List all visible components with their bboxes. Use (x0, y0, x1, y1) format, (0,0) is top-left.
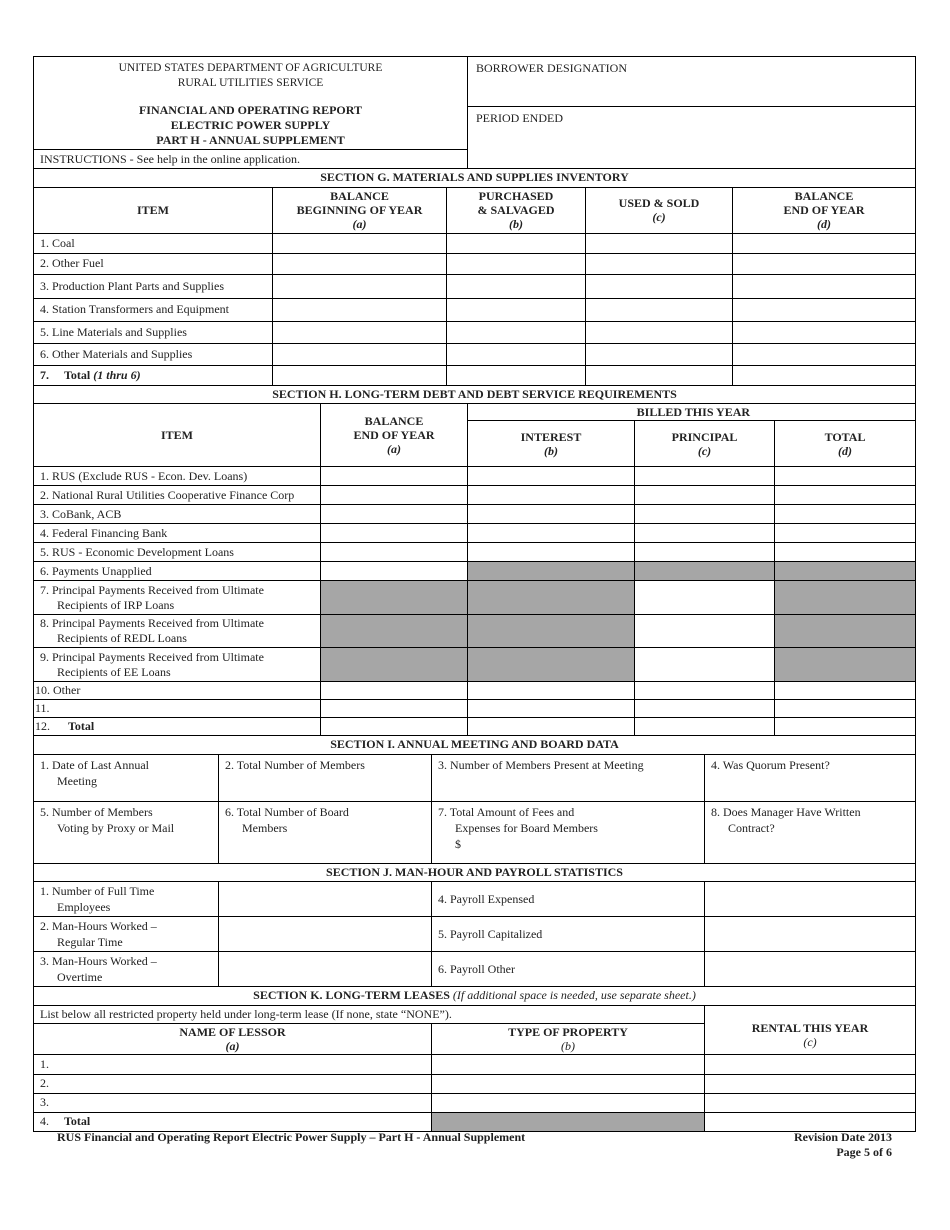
section-k-title-note: (If additional space is needed, use separate sheet.) (452, 988, 696, 1003)
row-label-line1: 2. Man-Hours Worked – (40, 919, 157, 933)
input-cell[interactable] (321, 700, 468, 718)
row-label[interactable]: 11. (34, 700, 321, 718)
col-c-line1: RENTAL THIS YEAR (751, 1020, 869, 1035)
board-members-field[interactable] (219, 801, 432, 863)
shaded-cell (775, 615, 916, 648)
col-b-letter: (b) (509, 217, 523, 231)
row-label-line2: Recipients of EE Loans (57, 664, 171, 679)
total-text: Total (64, 367, 91, 382)
lessor-input[interactable] (34, 1074, 432, 1093)
input-cell[interactable] (468, 700, 635, 718)
row-label: 2. Other Fuel (34, 253, 273, 274)
input-cell[interactable] (447, 274, 586, 298)
input-cell[interactable] (273, 321, 447, 343)
period-ended-label: PERIOD ENDED (476, 111, 563, 125)
total-text: Total (68, 719, 95, 733)
input-cell[interactable] (705, 1054, 916, 1074)
table-row (34, 505, 916, 524)
col-b-line2: & SALVAGED (477, 203, 555, 217)
col-c-letter: (c) (652, 210, 666, 224)
row-label: 1. Coal (34, 233, 273, 253)
manager-contract-field[interactable] (705, 801, 916, 863)
table-row (34, 543, 916, 562)
input-cell[interactable] (586, 365, 733, 385)
input-cell[interactable] (775, 543, 916, 562)
section-i-table (33, 736, 916, 864)
col-a-letter: (a) (225, 1038, 240, 1053)
input-cell[interactable] (586, 298, 733, 321)
shaded-cell (468, 615, 635, 648)
table-row (34, 562, 916, 581)
table-row (34, 298, 916, 321)
col-d-letter: (d) (817, 217, 832, 231)
section-k-table (33, 987, 916, 1132)
field-label-line2: Meeting (57, 773, 97, 788)
row-label: 1. RUS (Exclude RUS - Econ. Dev. Loans) (34, 467, 321, 486)
table-row (34, 952, 916, 987)
col-c-line1: PRINCIPAL (671, 429, 738, 444)
input-cell[interactable] (635, 543, 775, 562)
row-label-line2: Overtime (57, 970, 103, 984)
total-num: 12. (35, 719, 50, 733)
col-a-letter: (a) (352, 217, 367, 231)
input-cell[interactable] (635, 467, 775, 486)
input-cell[interactable] (273, 343, 447, 365)
report-title-line2: ELECTRIC POWER SUPPLY (170, 118, 331, 132)
table-row (34, 682, 916, 700)
row-label-line2: Recipients of REDL Loans (57, 631, 187, 645)
total-label (34, 1112, 432, 1131)
row-label: 6. Other Materials and Supplies (34, 343, 273, 365)
table-row (34, 1074, 916, 1093)
total-label (34, 718, 321, 736)
input-cell[interactable] (321, 562, 468, 581)
section-g-col-a (273, 187, 447, 233)
input-cell[interactable] (586, 274, 733, 298)
total-num: 4. (40, 1114, 49, 1128)
row-label: 10. Other (34, 682, 321, 700)
field-label: 4. Was Quorum Present? (711, 757, 830, 772)
row-label: 4. Station Transformers and Equipment (34, 298, 273, 321)
input-cell[interactable] (321, 486, 468, 505)
total-note: (1 thru 6) (93, 367, 141, 382)
report-title-line1: FINANCIAL AND OPERATING REPORT (138, 103, 363, 117)
report-title-line3: PART H - ANNUAL SUPPLEMENT (156, 133, 345, 147)
col-a-line1: BALANCE (364, 414, 424, 428)
input-cell[interactable] (273, 253, 447, 274)
table-row (34, 274, 916, 298)
input-cell[interactable] (733, 274, 916, 298)
revision-date: Revision Date 2013 (794, 1130, 892, 1144)
row-label-line2: Recipients of IRP Loans (57, 597, 175, 612)
shaded-cell (635, 562, 775, 581)
input-cell[interactable] (447, 298, 586, 321)
input-cell[interactable] (468, 718, 635, 736)
table-row (34, 648, 916, 682)
section-h-col-item: ITEM (34, 404, 321, 467)
section-g-col-b (447, 187, 586, 233)
input-cell[interactable] (273, 233, 447, 253)
input-cell[interactable] (733, 365, 916, 385)
input-cell[interactable] (432, 1054, 705, 1074)
shaded-cell (775, 581, 916, 615)
field-label-line1: 8. Does Manager Have Written (711, 804, 861, 819)
input-cell[interactable] (635, 718, 775, 736)
col-a-line1: BALANCE (330, 189, 389, 203)
col-c-letter: (c) (697, 443, 712, 458)
shaded-cell (321, 615, 468, 648)
row-label: 5. Payroll Capitalized (432, 917, 705, 952)
input-cell[interactable] (432, 1093, 705, 1112)
shaded-cell (468, 581, 635, 615)
total-row (34, 718, 916, 736)
row-label (34, 648, 321, 682)
col-a-letter: (a) (387, 442, 401, 456)
table-row (34, 486, 916, 505)
total-row (34, 365, 916, 385)
section-k-title-text: SECTION K. LONG-TERM LEASES (253, 988, 450, 1003)
total-num: 7. (40, 367, 49, 382)
footer-title: RUS Financial and Operating Report Electric Power Supply – Part H - Annual Supplement (57, 1130, 526, 1144)
row-label: 5. Line Materials and Supplies (34, 321, 273, 343)
col-d-line2: END OF YEAR (783, 203, 865, 217)
input-cell[interactable] (705, 917, 916, 952)
input-cell[interactable] (447, 365, 586, 385)
field-label-line1: 5. Number of Members (40, 804, 153, 819)
input-cell[interactable] (635, 700, 775, 718)
quorum-present-field[interactable] (705, 754, 916, 801)
row-label-line1: 3. Man-Hours Worked – (40, 954, 157, 968)
section-g-table (33, 169, 916, 386)
input-cell[interactable] (468, 467, 635, 486)
section-k-instruction: List below all restricted property held under long-term lease (If none, state “NONE”). (34, 1005, 705, 1023)
section-h-col-b (468, 421, 635, 467)
table-row (34, 917, 916, 952)
table-row (34, 343, 916, 365)
input-cell[interactable] (273, 274, 447, 298)
field-label-line2: Expenses for Board Members (455, 820, 598, 835)
table-row (34, 253, 916, 274)
row-label (34, 882, 219, 917)
section-g-title: SECTION G. MATERIALS AND SUPPLIES INVENTORY (34, 169, 916, 187)
section-k-col-b (432, 1023, 705, 1054)
input-cell[interactable] (321, 718, 468, 736)
input-cell[interactable] (432, 1074, 705, 1093)
input-cell[interactable] (586, 253, 733, 274)
input-cell[interactable] (586, 233, 733, 253)
section-g-col-d (733, 187, 916, 233)
row-label: 6. Payments Unapplied (34, 562, 321, 581)
row-label (34, 615, 321, 648)
col-b-line1: PURCHASED (478, 189, 554, 203)
col-a-line1: NAME OF LESSOR (179, 1024, 286, 1039)
input-cell[interactable] (219, 917, 432, 952)
col-b-line1: TYPE OF PROPERTY (508, 1024, 628, 1039)
col-d-line1: BALANCE (794, 189, 854, 203)
input-cell[interactable] (733, 233, 916, 253)
lessor-input[interactable] (34, 1054, 432, 1074)
input-cell[interactable] (733, 321, 916, 343)
input-cell[interactable] (447, 253, 586, 274)
billed-this-year: BILLED THIS YEAR (468, 404, 916, 421)
total-members-field[interactable] (219, 754, 432, 801)
row-label-line2: Regular Time (57, 935, 123, 949)
input-cell[interactable] (635, 505, 775, 524)
row-num: 1. (40, 1056, 49, 1071)
members-present-field[interactable] (432, 754, 705, 801)
input-cell[interactable] (273, 298, 447, 321)
input-cell[interactable] (635, 648, 775, 682)
row-num: 3. (40, 1095, 49, 1109)
section-j-title: SECTION J. MAN-HOUR AND PAYROLL STATISTICS (34, 864, 916, 882)
board-fees-field[interactable] (432, 801, 705, 863)
row-label: 3. Production Plant Parts and Supplies (34, 274, 273, 298)
instructions: INSTRUCTIONS - See help in the online application. (34, 150, 468, 169)
row-label: 3. CoBank, ACB (34, 505, 321, 524)
shaded-cell (321, 648, 468, 682)
section-h-table (33, 386, 916, 737)
total-text: Total (64, 1114, 91, 1128)
section-g-col-c (586, 187, 733, 233)
input-cell[interactable] (705, 882, 916, 917)
input-cell[interactable] (733, 343, 916, 365)
table-row (34, 524, 916, 543)
lessor-input[interactable] (34, 1093, 432, 1112)
row-label (34, 581, 321, 615)
input-cell[interactable] (775, 718, 916, 736)
col-a-line2: BEGINNING OF YEAR (296, 203, 423, 217)
col-d-letter: (d) (838, 443, 853, 458)
input-cell[interactable] (775, 486, 916, 505)
input-cell[interactable] (775, 700, 916, 718)
row-label: 6. Payroll Other (432, 952, 705, 987)
input-cell[interactable] (635, 682, 775, 700)
input-cell[interactable] (219, 882, 432, 917)
shaded-cell (775, 562, 916, 581)
field-label-line2: Voting by Proxy or Mail (57, 820, 175, 835)
row-label-line1: 9. Principal Payments Received from Ultimate (40, 649, 264, 664)
input-cell[interactable] (219, 952, 432, 987)
input-cell[interactable] (775, 505, 916, 524)
row-label-line1: 7. Principal Payments Received from Ultimate (40, 582, 264, 597)
row-label-line1: 1. Number of Full Time (40, 884, 155, 898)
input-cell[interactable] (468, 505, 635, 524)
field-label: 2. Total Number of Members (225, 757, 365, 772)
section-j-table (33, 864, 916, 988)
input-cell[interactable] (321, 524, 468, 543)
field-label: 3. Number of Members Present at Meeting (438, 757, 644, 772)
row-num: 2. (40, 1076, 49, 1090)
section-h-col-a (321, 404, 468, 467)
shaded-cell (775, 648, 916, 682)
field-label-line1: 7. Total Amount of Fees and (438, 804, 575, 819)
total-label (34, 365, 273, 385)
col-c-letter: (c) (803, 1034, 817, 1049)
row-label (34, 917, 219, 952)
table-row (34, 233, 916, 253)
shaded-cell (321, 581, 468, 615)
members-voting-proxy-field[interactable] (34, 801, 219, 863)
row-label-line1: 8. Principal Payments Received from Ultimate (40, 616, 264, 630)
input-cell[interactable] (705, 952, 916, 987)
input-cell[interactable] (321, 467, 468, 486)
input-cell[interactable] (468, 543, 635, 562)
row-label: 5. RUS - Economic Development Loans (34, 543, 321, 562)
table-row (34, 882, 916, 917)
input-cell[interactable] (586, 321, 733, 343)
col-b-line1: INTEREST (520, 429, 582, 444)
input-cell[interactable] (733, 253, 916, 274)
field-label-line1: 1. Date of Last Annual (40, 757, 149, 772)
borrower-designation-field[interactable] (468, 57, 916, 107)
table-row (34, 321, 916, 343)
table-row (34, 700, 916, 718)
input-cell[interactable] (635, 524, 775, 543)
dollar-sign: $ (455, 836, 461, 851)
section-k-col-a (34, 1023, 432, 1054)
table-row (34, 581, 916, 615)
input-cell[interactable] (468, 524, 635, 543)
section-k-col-c (705, 1005, 916, 1054)
shaded-cell (468, 562, 635, 581)
section-g-col-item: ITEM (34, 187, 273, 233)
input-cell[interactable] (273, 365, 447, 385)
col-c-line1: USED & SOLD (618, 196, 700, 210)
input-cell[interactable] (468, 486, 635, 505)
input-cell[interactable] (447, 343, 586, 365)
form-page (33, 56, 915, 1132)
total-row (34, 1112, 916, 1131)
row-label-line2: Employees (57, 900, 111, 914)
table-row (34, 1054, 916, 1074)
input-cell[interactable] (775, 682, 916, 700)
input-cell[interactable] (635, 486, 775, 505)
date-last-annual-meeting-field[interactable] (34, 754, 219, 801)
section-i-title: SECTION I. ANNUAL MEETING AND BOARD DATA (34, 736, 916, 754)
input-cell[interactable] (775, 467, 916, 486)
section-h-col-d (775, 421, 916, 467)
col-a-line2: END OF YEAR (353, 428, 435, 442)
input-cell[interactable] (635, 615, 775, 648)
agency-line2: RURAL UTILITIES SERVICE (177, 77, 324, 89)
input-cell[interactable] (447, 233, 586, 253)
input-cell[interactable] (586, 343, 733, 365)
input-cell[interactable] (635, 581, 775, 615)
input-cell[interactable] (447, 321, 586, 343)
field-label-line1: 6. Total Number of Board (225, 804, 349, 819)
section-h-title: SECTION H. LONG-TERM DEBT AND DEBT SERVICE REQUIREMENTS (34, 386, 916, 404)
input-cell[interactable] (733, 298, 916, 321)
shaded-cell (468, 648, 635, 682)
row-label: 4. Payroll Expensed (432, 882, 705, 917)
row-label (34, 952, 219, 987)
borrower-designation-label: BORROWER DESIGNATION (476, 61, 627, 75)
header-title-block (34, 57, 468, 150)
input-cell[interactable] (775, 524, 916, 543)
input-cell[interactable] (705, 1074, 916, 1093)
section-k-title (34, 987, 916, 1005)
section-h-col-c (635, 421, 775, 467)
period-ended-field[interactable] (468, 107, 916, 169)
col-b-letter: (b) (561, 1038, 575, 1053)
field-label-line2: Contract? (728, 820, 775, 835)
shaded-cell (432, 1112, 705, 1131)
table-row (34, 1093, 916, 1112)
input-cell[interactable] (705, 1093, 916, 1112)
table-row (34, 467, 916, 486)
agency-line1: UNITED STATES DEPARTMENT OF AGRICULTURE (118, 62, 383, 74)
row-label: 4. Federal Financing Bank (34, 524, 321, 543)
table-row (34, 615, 916, 648)
field-label-line2: Members (242, 820, 288, 835)
input-cell[interactable] (705, 1112, 916, 1131)
row-label: 2. National Rural Utilities Cooperative Finance Corp (34, 486, 321, 505)
page-number: Page 5 of 6 (836, 1145, 892, 1159)
input-cell[interactable] (321, 682, 468, 700)
col-d-line1: TOTAL (824, 429, 866, 444)
form-header (33, 56, 916, 169)
input-cell[interactable] (321, 543, 468, 562)
input-cell[interactable] (321, 505, 468, 524)
footer-right (794, 1130, 892, 1160)
input-cell[interactable] (468, 682, 635, 700)
col-b-letter: (b) (544, 443, 558, 458)
